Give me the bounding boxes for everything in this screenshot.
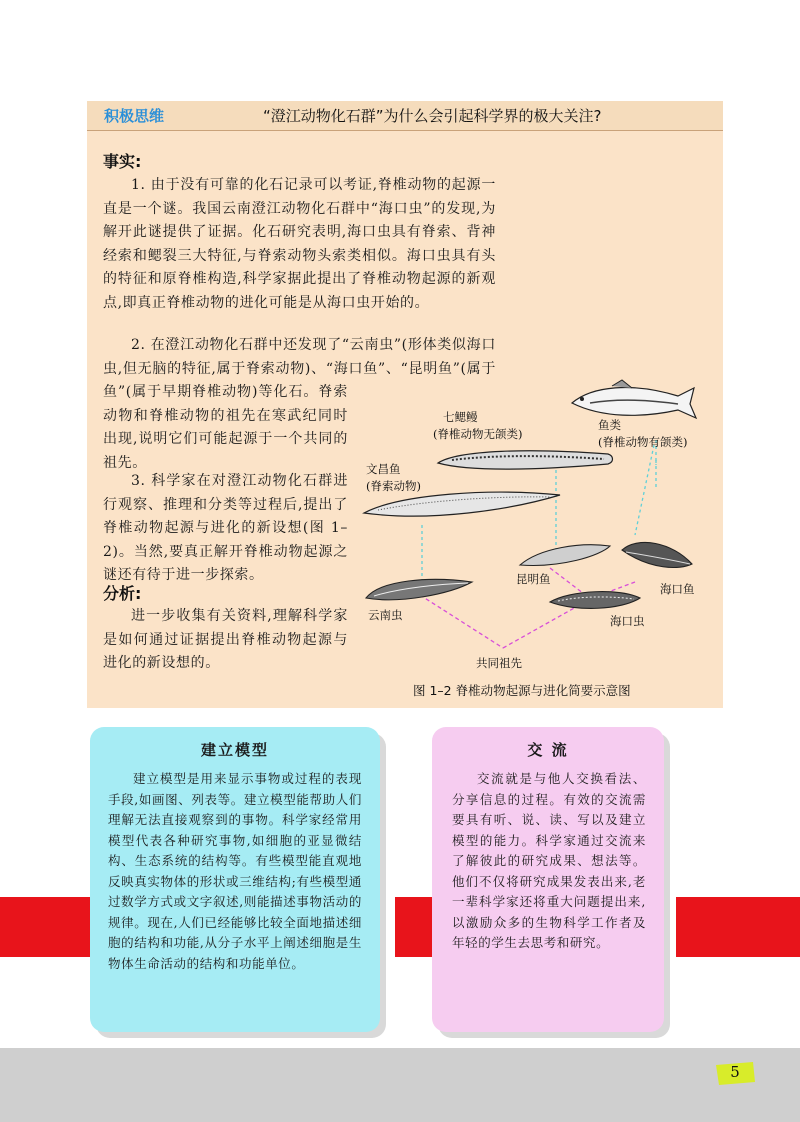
label-lamprey-note: (脊椎动物无颌类) (433, 427, 523, 441)
analysis-heading: 分析: (103, 584, 142, 603)
fact-paragraph-2-lead-text: 2. 在澄江动物化石群中还发现了“云南虫”(形体类似海口虫,但无脑的特征,属于脊索动物)、“海口鱼”、“昆明鱼”(属于 (103, 337, 496, 377)
card-model-body: 建立模型是用来显示事物或过程的表现手段,如画图、列表等。建立模型能帮助人们理解无法直接观察到的事物。科学家经常用模型代表各种研究事物,如细胞的亚显微结构、生态系统的结构等。有些模型能直观地反映真实物体的形状或三维结构;有些模型通过数学方式或文字叙述,则能描述事物活动的规律。现在,人们已经能够比较全面地描述细胞的结构和功能,从分子水平上阐述细胞是生物体生命活动的结构和功能单位。 (108, 771, 362, 971)
red-bar-middle (395, 897, 437, 957)
footer-band (0, 1048, 800, 1122)
label-lamprey: 七鳃鳗 (443, 410, 478, 424)
card-exchange-title: 交 流 (527, 741, 569, 759)
facts-heading: 事实: (103, 152, 142, 171)
fact-paragraph-3: 3. 科学家在对澄江动物化石群进行观察、推理和分类等过程后,提出了脊椎动物起源与进化的新设想(图 1–2)。当然,要真正解开脊椎动物起源之谜还有待于进一步探索。 (103, 473, 348, 584)
fact-paragraph-1: 1. 由于没有可靠的化石记录可以考证,脊椎动物的起源一直是一个谜。我国云南澄江动物化石群中“海口虫”的发现,为解开此谜提供了证据。化石研究表明,海口虫具有脊索、背神经索和鳃裂三大特征,与脊索动物头索类相似。海口虫具有头的特征和原脊椎构造,科学家据此提出了脊椎动物起源的新观点,即真正脊椎动物的进化可能是从海口虫开始的。 (103, 177, 496, 311)
diagram-lines (360, 370, 720, 680)
evolution-diagram (360, 370, 720, 680)
page-title: “澄江动物化石群”为什么会引起科学界的极大关注? (263, 107, 602, 125)
link-yunnan-ancestor (420, 595, 503, 648)
kunming-fish-illustration (520, 545, 610, 566)
red-bar-right (676, 897, 800, 957)
label-fish-note: (脊椎动物有颌类) (598, 435, 688, 449)
card-exchange-body: 交流就是与他人交换看法、分享信息的过程。有效的交流需要具有听、说、读、写以及建立模型的能力。科学家通过交流来了解彼此的研究成果、想法等。他们不仅将研究成果发表出来,老一辈科学家还将重大问题提出来,以激励众多的生物科学工作者及年轻的学生去思考和研究。 (452, 771, 646, 950)
label-ancestor: 共同祖先 (476, 656, 522, 670)
card-exchange (432, 727, 664, 1032)
label-haikou-fish: 海口鱼 (660, 582, 695, 596)
haikou-fish-illustration (622, 542, 692, 567)
label-kunming: 昆明鱼 (516, 572, 551, 586)
amphioxus-illustration (364, 492, 560, 516)
label-yunnan: 云南虫 (368, 608, 403, 622)
link-fish-haikou (635, 445, 654, 535)
haikou-worm-illustration (550, 592, 640, 609)
yunnan-worm-illustration (366, 579, 472, 599)
figure-caption: 图 1–2 脊椎动物起源与进化简要示意图 (413, 683, 631, 698)
label-amphioxus: 文昌鱼 (366, 462, 401, 476)
analysis-paragraph: 进一步收集有关资料,理解科学家是如何通过证据提出脊椎动物起源与进化的新设想的。 (103, 608, 348, 672)
fact-paragraph-2-rest-text: 脊索动物和脊椎动物的祖先在寒武纪同时出现,说明它们可能起源于一个共同的祖先。 (103, 384, 349, 471)
section-tag: 积极思维 (104, 107, 165, 125)
fact-p2-text-tail: 鱼”(属于早期脊椎动物)等化石。 (103, 384, 319, 400)
lamprey-illustration (438, 451, 613, 469)
fact-paragraph-2-rest (103, 381, 348, 475)
card-model-title: 建立模型 (200, 741, 269, 759)
page-number: 5 (730, 1063, 740, 1081)
label-haikou-worm: 海口虫 (610, 614, 645, 628)
fish-illustration (572, 380, 696, 418)
label-amphioxus-note: (脊索动物) (366, 479, 421, 493)
label-fish: 鱼类 (598, 418, 621, 432)
card-model (90, 727, 380, 1032)
red-bar-left (0, 897, 96, 957)
